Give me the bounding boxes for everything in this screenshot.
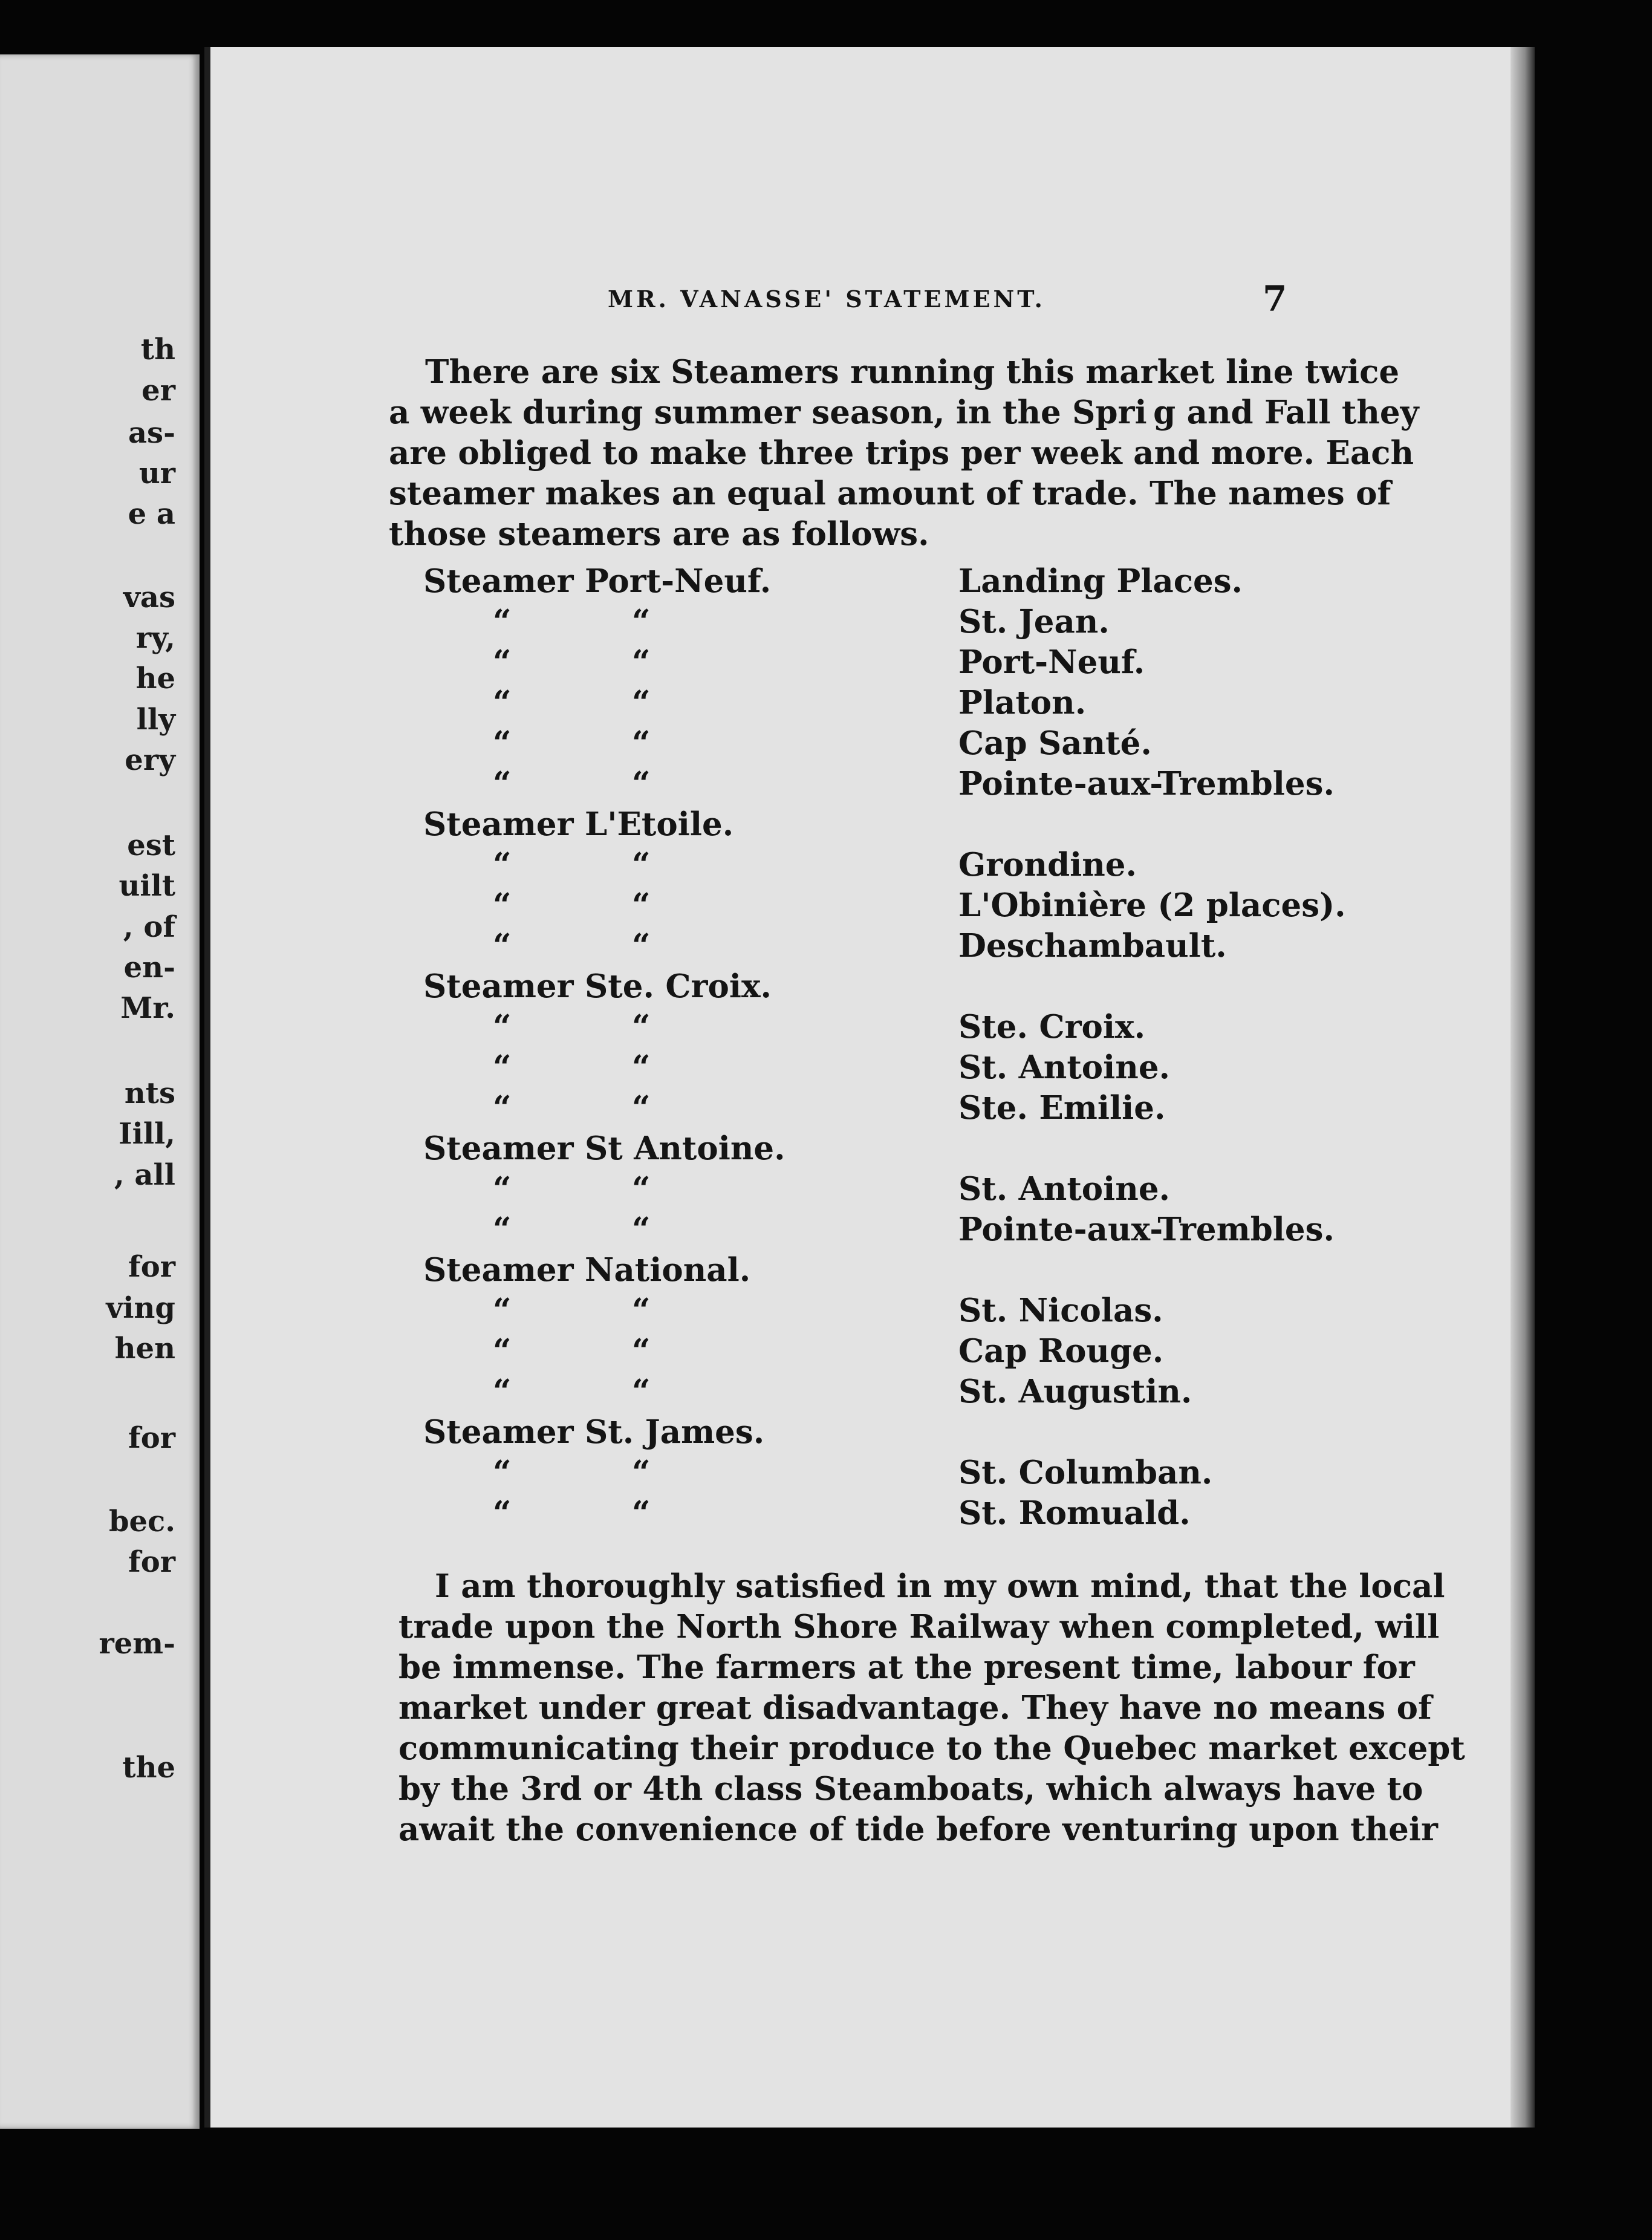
left-page-fragment: ery [125,743,175,777]
steamer-name: Steamer L'Etoile. [423,806,734,843]
closing-paragraph [398,1566,1465,1850]
ditto-mark: “ [493,1049,512,1086]
text-line: by the 3rd or 4th class Steamboats, which always have to [398,1770,1423,1808]
left-page-fragment: Iill, [119,1117,175,1151]
ditto-mark: “ [632,846,651,884]
landing-place: St. Antoine. [958,1170,1170,1208]
steamer-heading-row [423,1251,1306,1292]
landing-place: Deschambault. [958,927,1227,965]
ditto-mark: “ [493,765,512,803]
text-line: There are six Steamers running this market line twice [425,353,1400,391]
steamer-name: Steamer National. [423,1251,751,1289]
left-page-fragment: ving [106,1291,175,1325]
landing-place-row [423,887,1346,927]
landing-place-row [423,603,1306,643]
ditto-mark: “ [632,724,651,762]
steamer-heading-row [423,806,1306,846]
text-line: be immense. The farmers at the present time, labour for [398,1649,1415,1686]
ditto-mark: “ [632,643,651,681]
left-page-fragment: lly [136,703,175,737]
steamer-name: Steamer Ste. Croix. [423,968,772,1005]
left-page-fragment: hen [114,1332,175,1366]
left-page-fragment: er [141,374,175,408]
ditto-mark: “ [493,603,512,640]
ditto-mark: “ [493,1332,512,1370]
text-line: those steamers are as follows. [389,515,929,553]
landing-place: Cap Santé. [958,724,1152,762]
ditto-mark: “ [493,684,512,721]
left-page-fragment: est [127,829,175,862]
left-page-fragment: for [128,1250,175,1284]
left-page-fragment: vas [123,581,175,614]
landing-place-row [423,643,1306,684]
left-page-fragment: rem- [99,1627,175,1661]
steamer-heading-row [423,1130,1306,1170]
landing-place: Ste. Croix. [958,1008,1146,1046]
ditto-mark: “ [632,1373,651,1410]
text-line: I am thoroughly satisfied in my own mind, that the local [435,1568,1445,1605]
left-page-fragment: for [128,1421,175,1455]
left-page-fragment: as- [128,416,175,450]
left-page-fragment: en- [123,951,175,985]
ditto-mark: “ [493,927,512,965]
steamer-heading-row [423,1413,1306,1454]
ditto-mark: “ [493,1373,512,1410]
left-page-fragment: , of [123,910,175,944]
landing-place-row [423,1049,1306,1089]
left-page-fragment: nts [124,1076,175,1110]
steamer-name: Steamer St Antoine. [423,1130,785,1167]
text-line: a week during summer season, in the Spri g and Fall they [389,394,1419,431]
landing-place: Platon. [958,684,1087,721]
steamer-heading-row [423,968,1306,1008]
ditto-mark: “ [493,1008,512,1046]
landing-place: Ste. Emilie. [958,1089,1166,1127]
landing-place-row [423,684,1306,724]
ditto-mark: “ [632,603,651,640]
landing-place: Pointe-aux-Trembles. [958,765,1335,803]
text-line: trade upon the North Shore Railway when completed, will [398,1608,1440,1646]
text-line: market under great disadvantage. They have no means of [398,1689,1432,1727]
text-line: steamer makes an equal amount of trade. The names of [389,475,1391,512]
landing-place-row [423,1292,1306,1332]
ditto-mark: “ [632,887,651,924]
intro-paragraph [389,352,1419,555]
steamer-name: Steamer Port-Neuf. [423,562,772,600]
landing-place-row [423,927,1306,968]
landing-place-row [423,724,1306,765]
left-page-fragment: ry, [135,621,175,655]
left-page-fragment: e a [128,497,175,531]
left-page-fragment: Mr. [120,991,175,1025]
left-page-fragment: for [128,1545,175,1579]
running-head: MR. VANASSE' STATEMENT. [608,285,1046,313]
landing-place: L'Obinière (2 places). [958,887,1346,924]
left-facing-page [0,54,200,2129]
landing-place: St. Romuald. [958,1494,1191,1532]
ditto-mark: “ [632,684,651,721]
ditto-mark: “ [632,1008,651,1046]
landing-places-heading: Landing Places. [958,562,1243,600]
left-page-fragment: uilt [119,869,175,903]
landing-place: St. Augustin. [958,1373,1192,1410]
landing-place: St. Nicolas. [958,1292,1163,1329]
steamer-name: Steamer St. James. [423,1413,765,1451]
ditto-mark: “ [493,1170,512,1208]
landing-place: Pointe-aux-Trembles. [958,1211,1335,1248]
landing-place-row [423,1494,1306,1535]
ditto-mark: “ [493,1089,512,1127]
ditto-mark: “ [632,1332,651,1370]
landing-place: Port-Neuf. [958,643,1145,681]
landing-place: St. Columban. [958,1454,1213,1491]
ditto-mark: “ [493,846,512,884]
ditto-mark: “ [493,643,512,681]
text-line: are obliged to make three trips per week and more. Each [389,434,1414,472]
landing-place: St. Antoine. [958,1049,1170,1086]
landing-place-row [423,1089,1306,1130]
left-page-fragment: ur [138,457,175,490]
ditto-mark: “ [632,1049,651,1086]
landing-place-row [423,1170,1306,1211]
ditto-mark: “ [493,887,512,924]
landing-place-row [423,1008,1306,1049]
ditto-mark: “ [493,724,512,762]
landing-place: Cap Rouge. [958,1332,1164,1370]
ditto-mark: “ [632,1211,651,1248]
ditto-mark: “ [632,1089,651,1127]
landing-place: Grondine. [958,846,1137,884]
text-line: communicating their produce to the Quebec market except [398,1730,1465,1767]
schedule-heading-row [423,562,1306,603]
text-line: await the convenience of tide before venturing upon their [398,1811,1438,1848]
left-page-fragment: he [135,662,175,695]
ditto-mark: “ [493,1494,512,1532]
landing-place: St. Jean. [958,603,1110,640]
ditto-mark: “ [632,1292,651,1329]
ditto-mark: “ [632,927,651,965]
ditto-mark: “ [632,765,651,803]
ditto-mark: “ [493,1454,512,1491]
left-page-fragment: the [122,1751,175,1785]
ditto-mark: “ [632,1170,651,1208]
landing-place-row [423,846,1306,887]
ditto-mark: “ [632,1494,651,1532]
ditto-mark: “ [632,1454,651,1491]
landing-place-row [423,1454,1306,1494]
left-page-fragment: bec. [108,1505,175,1538]
left-page-fragment: , all [114,1158,175,1192]
landing-place-row [423,1332,1306,1373]
page-number: 7 [1263,278,1287,319]
left-page-fragment: th [140,333,175,366]
landing-place-row [423,1373,1306,1413]
ditto-mark: “ [493,1211,512,1248]
landing-place-row [423,765,1335,806]
landing-place-row [423,1211,1335,1251]
page-edge [1511,47,1535,2128]
ditto-mark: “ [493,1292,512,1329]
